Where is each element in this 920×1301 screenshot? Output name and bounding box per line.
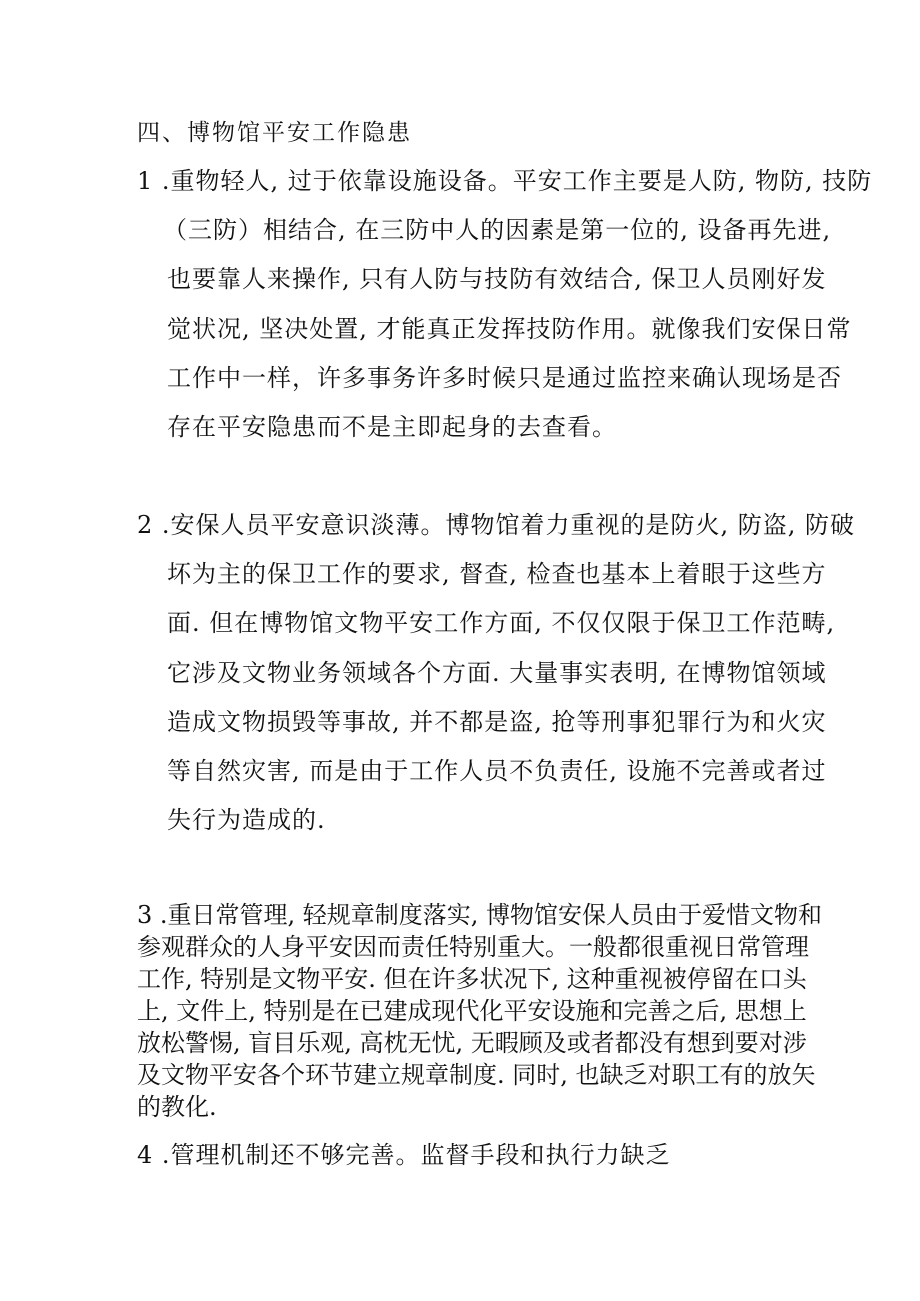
item-2-line-6: 等自然灾害, 而是由于工作人员不负责任, 设施不完善或者过 [167,757,827,785]
item-1-line-4: 觉状况, 坚决处置, 才能真正发挥技防作用。就像我们安保日常 [167,315,852,343]
item-3-line-3: 工作, 特别是文物平安. 但在许多状况下, 这种重视被停留在口头 [137,965,807,993]
item-3-line-6: 及文物平安各个环节建立规章制度. 同时, 也缺乏对职工有的放矢 [137,1061,816,1089]
item-2-line-4: 它涉及文物业务领域各个方面. 大量事实表明, 在博物馆领域 [167,659,827,687]
section-heading: 四、博物馆平安工作隐患 [137,120,412,146]
item-1-line-2: （三防）相结合, 在三防中人的因素是第一位的, 设备再先进, [163,216,832,244]
item-2-line-7: 失行为造成的. [167,806,326,834]
item-2-line-5: 造成文物损毁等事故, 并不都是盗, 抢等刑事犯罪行为和火灾 [167,708,827,736]
item-3-line-5: 放松警惕, 盲目乐观, 高枕无忧, 无暇顾及或者都没有想到要对涉 [137,1029,807,1057]
item-1-line-1: 1 .重物轻人, 过于依靠设施设备。平安工作主要是人防, 物防, 技防 [137,167,873,195]
item-3-line-1: 3 .重日常管理, 轻规章制度落实, 博物馆安保人员由于爱惜文物和 [137,901,823,929]
item-1-line-6: 存在平安隐患而不是主即起身的去查看。 [167,413,617,441]
item-4-line-1: 4 .管理机制还不够完善。监督手段和执行力缺乏 [137,1141,671,1169]
item-3-line-7: 的教化. [137,1093,217,1121]
item-3-line-4: 上, 文件上, 特别是在已建成现代化平安设施和完善之后, 思想上 [137,997,807,1025]
item-2-line-1: 2 .安保人员平安意识淡薄。博物馆着力重视的是防火, 防盗, 防破 [137,511,856,539]
item-1-line-5: 工作中一样，许多事务许多时候只是通过监控来确认现场是否 [167,364,842,392]
item-1-line-3: 也要靠人来操作, 只有人防与技防有效结合, 保卫人员刚好发 [167,265,827,293]
item-2-line-2: 坏为主的保卫工作的要求, 督查, 检查也基本上着眼于这些方 [167,560,827,588]
item-2-line-3: 面. 但在博物馆文物平安工作方面, 不仅仅限于保卫工作范畴, [167,609,836,637]
item-3-line-2: 参观群众的人身平安因而责任特别重大。一般都很重视日常管理 [137,933,809,961]
